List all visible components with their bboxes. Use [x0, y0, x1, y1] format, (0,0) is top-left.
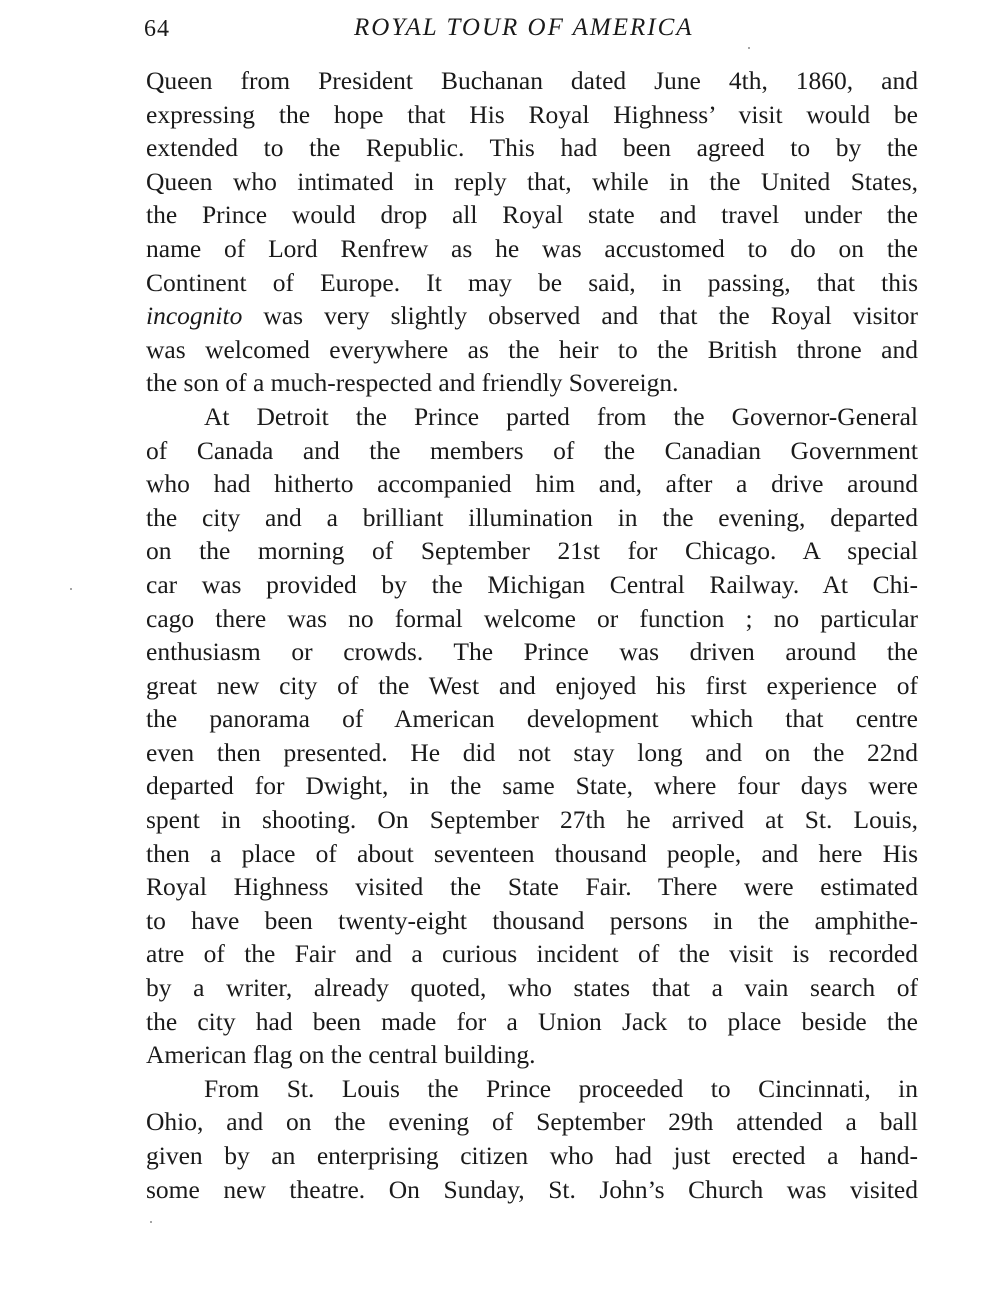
text-line: by a writer, already quoted, who states that a vain search of — [146, 973, 918, 1003]
text-line: departed for Dwight, in the same State, where four days were — [146, 771, 918, 801]
text-line: Queen from President Buchanan dated June 4th, 1860, and — [146, 66, 918, 95]
text-line: the son of a much-respected and friendly Sovereign. — [146, 368, 679, 398]
text-line: to have been twenty-eight thousand persons in the amphithe- — [146, 905, 918, 935]
text-line: expressing the hope that His Royal Highness’ visit would be — [146, 99, 918, 129]
text-line: who had hitherto accompanied him and, after a drive around — [146, 469, 918, 499]
text-line: was welcomed everywhere as the heir to the British throne and — [146, 334, 918, 364]
text-line: given by an enterprising citizen who had just erected a hand- — [146, 1141, 918, 1170]
text-line: the city and a brilliant illumination in the evening, departed — [146, 502, 918, 532]
page-header — [144, 10, 920, 46]
body-text — [146, 64, 918, 1206]
text-line: some new theatre. On Sunday, St. John’s Church was visited — [146, 1174, 918, 1204]
text-line: At Detroit the Prince parted from the Governor-General — [204, 401, 918, 431]
scan-speck — [150, 1221, 152, 1223]
text-line: car was provided by the Michigan Central Railway. At Chi- — [146, 569, 918, 599]
text-line: Ohio, and on the evening of September 29th attended a ball — [146, 1107, 918, 1137]
text-line: the city had been made for a Union Jack to place beside the — [146, 1006, 918, 1036]
text-line: great new city of the West and enjoyed his first experience of — [146, 670, 918, 700]
text-line: the panorama of American development which that centre — [146, 704, 918, 734]
text-line: American flag on the central building. — [146, 1040, 536, 1070]
text-line: Queen who intimated in reply that, while in the United States, — [146, 166, 918, 196]
scan-speck — [748, 47, 750, 49]
running-head: ROYAL TOUR OF AMERICA — [354, 14, 694, 41]
text-line — [146, 299, 918, 333]
text-line: even then presented. He did not stay long and on the 22nd — [146, 737, 918, 767]
text-line: spent in shooting. On September 27th he arrived at St. Louis, — [146, 805, 918, 835]
text-line: extended to the Republic. This had been agreed to by the — [146, 133, 918, 163]
paragraph-3 — [146, 1072, 918, 1206]
text-line: of Canada and the members of the Canadian Government — [146, 435, 918, 465]
text-line: name of Lord Renfrew as he was accustomed to do on the — [146, 233, 918, 263]
paragraph-2 — [146, 400, 918, 1072]
text-line: cago there was no formal welcome or function ; no particular — [146, 603, 918, 633]
text-line: then a place of about seventeen thousand people, and here His — [146, 838, 918, 868]
paragraph-1 — [146, 64, 918, 400]
text-fragment: was very slightly observed and that the Royal visitor — [242, 301, 918, 331]
text-line: enthusiasm or crowds. The Prince was driven around the — [146, 637, 918, 667]
text-line: Royal Highness visited the State Fair. There were estimated — [146, 872, 918, 902]
page-number: 64 — [144, 16, 170, 42]
text-line: on the morning of September 21st for Chicago. A special — [146, 536, 918, 566]
text-line: atre of the Fair and a curious incident of the visit is recorded — [146, 939, 918, 969]
text-line: the Prince would drop all Royal state and travel under the — [146, 200, 918, 230]
scan-speck — [70, 588, 72, 590]
text-line: From St. Louis the Prince proceeded to Cincinnati, in — [204, 1073, 918, 1103]
italic-word: incognito — [146, 301, 243, 331]
text-line: Continent of Europe. It may be said, in passing, that this — [146, 267, 918, 297]
